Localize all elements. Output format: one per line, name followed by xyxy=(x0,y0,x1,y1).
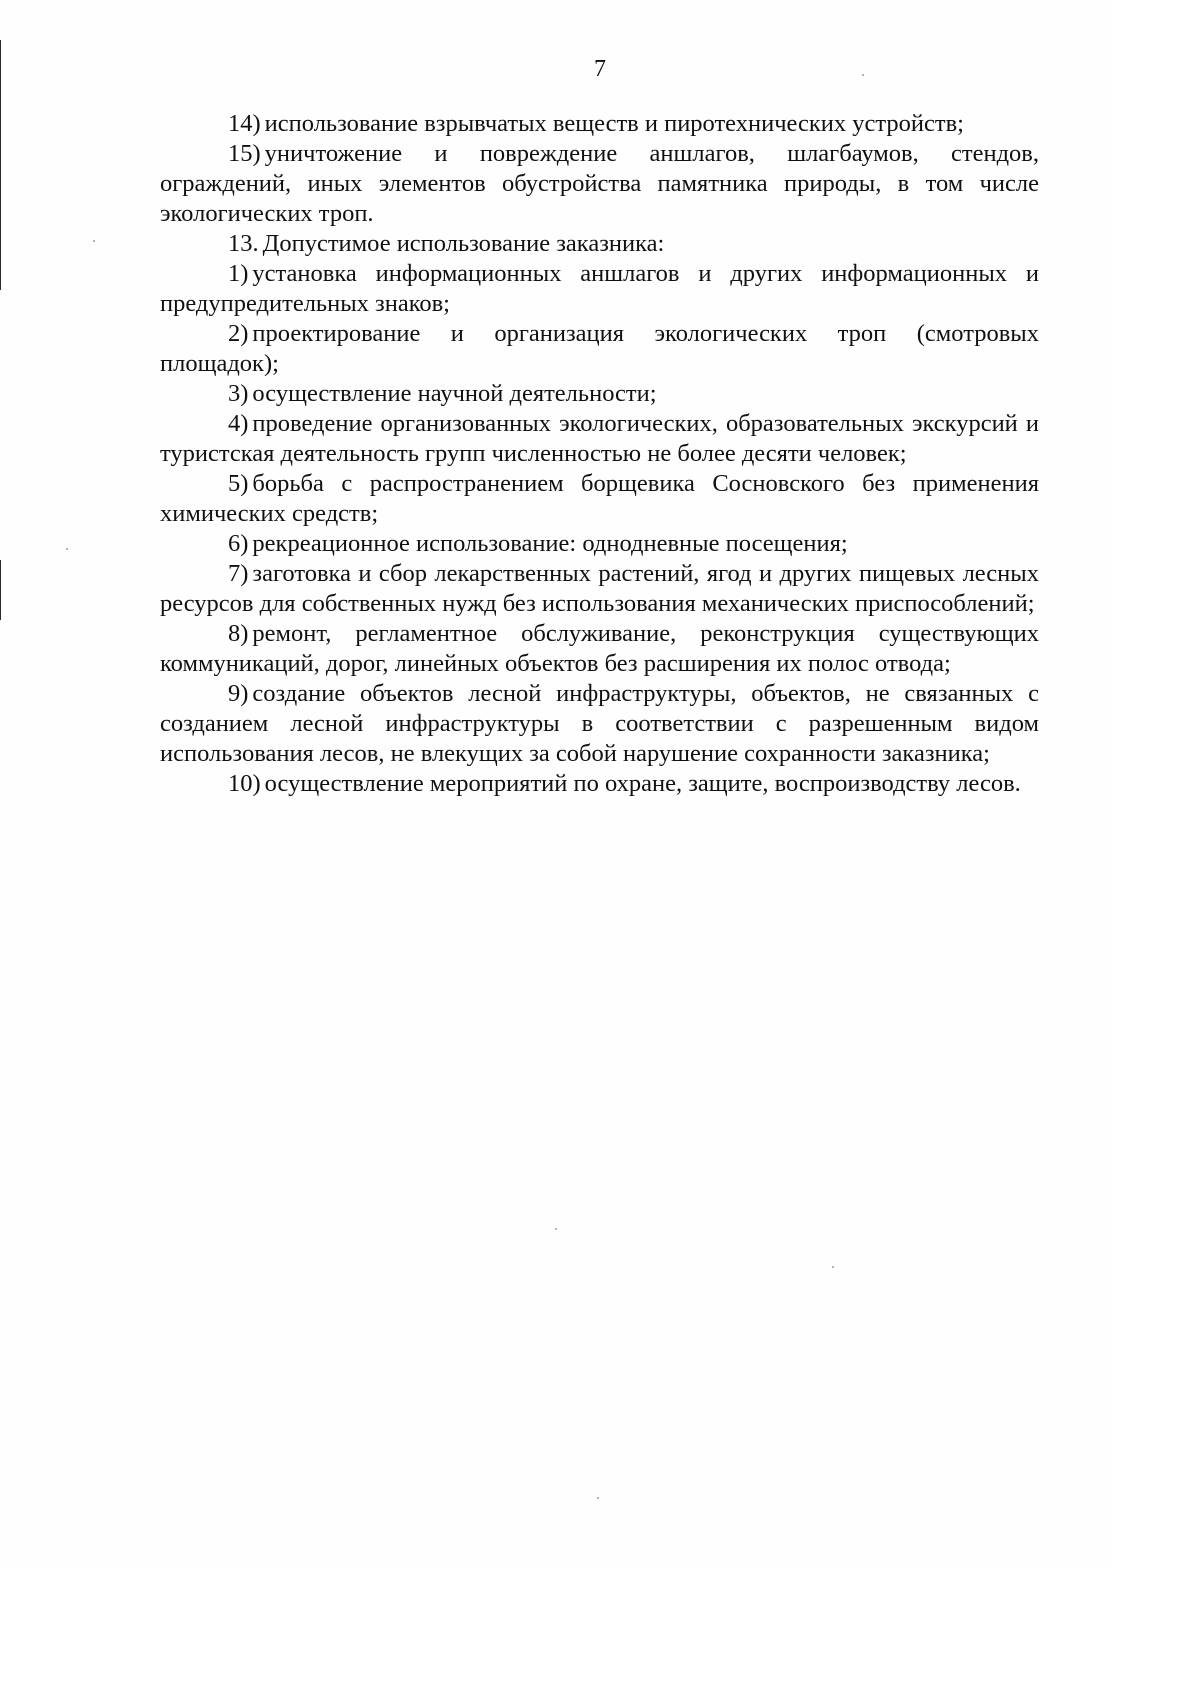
list-item-4 xyxy=(160,409,1039,469)
section-heading-13 xyxy=(160,229,1039,259)
item-number: 4) xyxy=(228,410,249,437)
scan-speck xyxy=(597,1497,599,1499)
item-text: осуществление научной деятельности; xyxy=(252,380,657,407)
item-text: рекреационное использование: однодневные посещения; xyxy=(252,530,848,557)
item-number: 14) xyxy=(228,110,261,137)
item-number: 6) xyxy=(228,530,249,557)
scan-speck xyxy=(66,548,68,550)
list-item-7 xyxy=(160,559,1039,619)
scan-speck xyxy=(93,240,95,242)
list-item-2 xyxy=(160,319,1039,379)
item-text: уничтожение и повреждение аншлагов, шлагбаумов, стендов, ограждений, иных элементов обустройства памятника природы, в том числе экологических троп. xyxy=(160,140,1039,227)
list-item-15 xyxy=(160,139,1039,229)
item-text: ремонт, регламентное обслуживание, реконструкция существующих коммуникаций, дорог, линейных объектов без расширения их полос отвода; xyxy=(160,620,1039,677)
list-item-5 xyxy=(160,469,1039,529)
item-number: 1) xyxy=(228,260,249,287)
page-number: 7 xyxy=(594,56,606,82)
scan-speck xyxy=(555,1228,557,1230)
list-item-10 xyxy=(160,769,1039,799)
list-item-14 xyxy=(160,109,1039,139)
list-item-6 xyxy=(160,529,1039,559)
item-number: 3) xyxy=(228,380,249,407)
section-number: 13. xyxy=(228,230,259,257)
item-text: заготовка и сбор лекарственных растений, ягод и других пищевых лесных ресурсов для собственных нужд без использования механических приспособлений; xyxy=(160,560,1039,617)
item-text: осуществление мероприятий по охране, защите, воспроизводству лесов. xyxy=(264,770,1021,797)
list-item-9 xyxy=(160,679,1039,769)
item-number: 2) xyxy=(228,320,249,347)
item-text: проведение организованных экологических, образовательных экскурсий и туристская деятельность групп численностью не более десяти человек; xyxy=(160,410,1039,467)
item-number: 10) xyxy=(228,770,261,797)
section-text: Допустимое использование заказника: xyxy=(262,230,665,257)
list-item-1 xyxy=(160,259,1039,319)
item-text: установка информационных аншлагов и других информационных и предупредительных знаков; xyxy=(160,260,1039,317)
scan-speck xyxy=(832,1266,834,1268)
item-text: борьба с распространением борщевика Сосновского без применения химических средств; xyxy=(160,470,1039,527)
item-number: 8) xyxy=(228,620,249,647)
item-number: 15) xyxy=(228,140,261,167)
item-text: использование взрывчатых веществ и пиротехнических устройств; xyxy=(264,110,964,137)
body-text xyxy=(160,109,1039,799)
item-text: проектирование и организация экологических троп (смотровых площадок); xyxy=(160,320,1039,377)
item-number: 5) xyxy=(228,470,249,497)
list-item-8 xyxy=(160,619,1039,679)
item-number: 9) xyxy=(228,680,249,707)
list-item-3 xyxy=(160,379,1039,409)
scan-edge-line xyxy=(0,560,1,620)
item-number: 7) xyxy=(228,560,249,587)
item-text: создание объектов лесной инфраструктуры, объектов, не связанных с созданием лесной инфраструктуры в соответствии с разрешенным видом использования лесов, не влекущих за собой нарушение сохранности заказника; xyxy=(160,680,1039,767)
